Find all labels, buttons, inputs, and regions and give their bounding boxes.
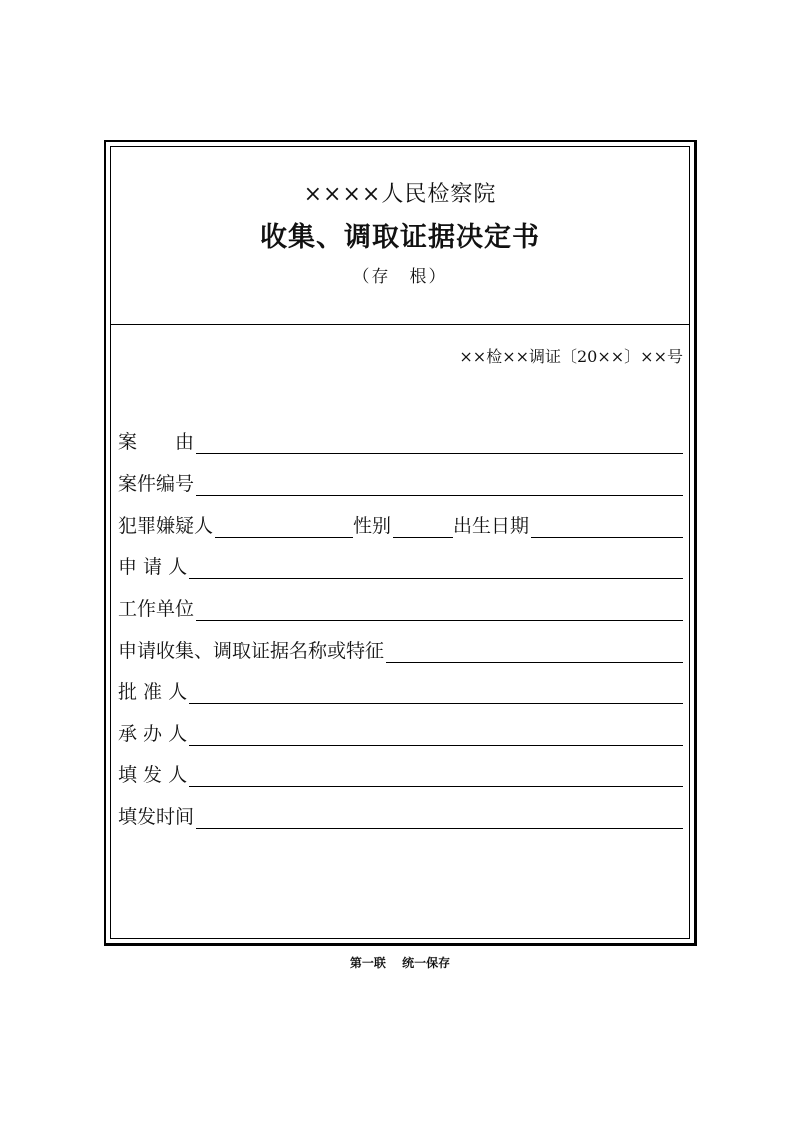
- field-label: 批 准 人: [118, 681, 188, 703]
- field-label: 案件编号: [118, 473, 195, 495]
- field-issuer: [118, 759, 683, 787]
- field-label: 填发时间: [118, 806, 195, 828]
- copy-note: 第一联 统一保存: [349, 956, 451, 970]
- field-work-unit: [118, 593, 683, 621]
- fill-line-gender[interactable]: [393, 536, 453, 538]
- field-case-number: [118, 468, 683, 496]
- field-applicant: [118, 551, 683, 579]
- field-handler: [118, 718, 683, 746]
- document-title: 收集、调取证据决定书: [260, 222, 540, 253]
- fill-line[interactable]: [196, 619, 683, 621]
- field-evidence-name: [118, 635, 683, 663]
- header-divider: [111, 324, 689, 325]
- field-label: 承 办 人: [118, 723, 188, 745]
- document-number: ××检××调证〔20××〕××号: [459, 347, 683, 366]
- field-label: 犯罪嫌疑人: [118, 515, 214, 537]
- field-label: 申请收集、调取证据名称或特征: [118, 640, 385, 662]
- form-inner-border: [110, 146, 690, 939]
- fill-line[interactable]: [189, 785, 683, 787]
- document-subtitle: （存 根）: [352, 267, 448, 287]
- field-label: 填 发 人: [118, 764, 188, 786]
- fill-line[interactable]: [189, 577, 683, 579]
- field-suspect-row: [118, 510, 683, 538]
- form-frame: [104, 140, 697, 946]
- field-issue-time: [118, 801, 683, 829]
- field-label: 性别: [353, 515, 392, 537]
- field-label: 案 由: [118, 431, 195, 453]
- field-label: 工作单位: [118, 598, 195, 620]
- fill-line[interactable]: [196, 827, 683, 829]
- field-label: 出生日期: [453, 515, 530, 537]
- field-approver: [118, 676, 683, 704]
- fill-line[interactable]: [189, 702, 683, 704]
- field-case-reason: [118, 426, 683, 454]
- fill-line-suspect[interactable]: [215, 536, 353, 538]
- fill-line[interactable]: [189, 744, 683, 746]
- fill-line[interactable]: [196, 494, 683, 496]
- fill-line[interactable]: [196, 452, 683, 454]
- procuratorate-name: ××××人民检察院: [303, 182, 497, 207]
- fill-line[interactable]: [386, 661, 683, 663]
- fill-line-birth-date[interactable]: [531, 536, 683, 538]
- field-label: 申 请 人: [118, 556, 188, 578]
